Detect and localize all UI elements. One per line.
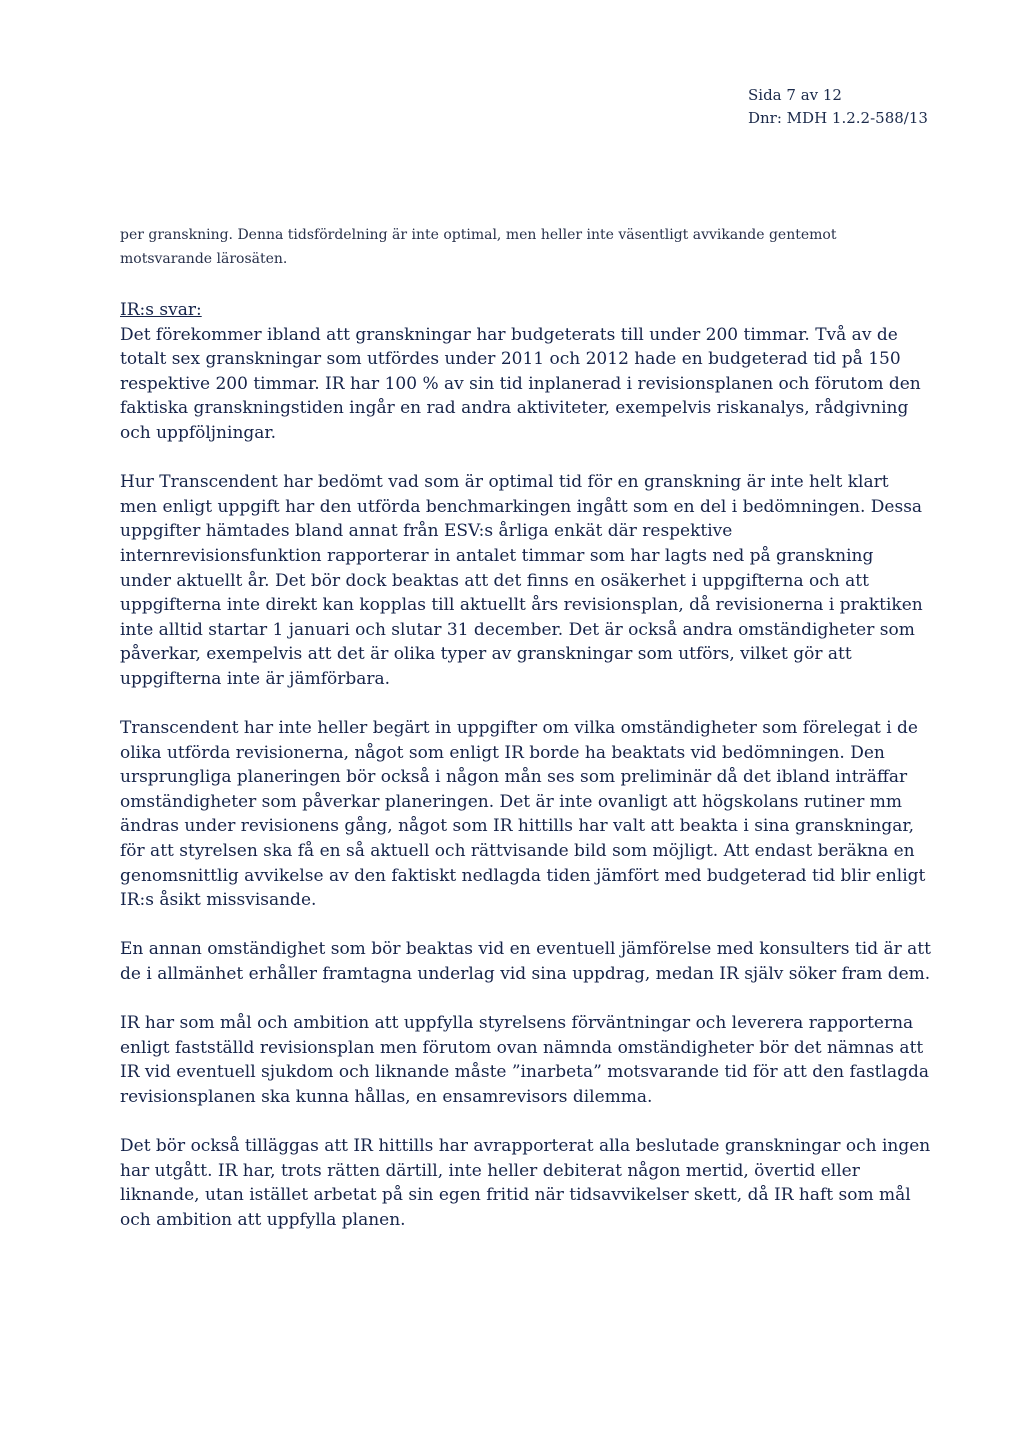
text-line: totalt sex granskningar som utfördes under 2011 och 2012 hade en budgeterad tid på 150 (120, 349, 901, 370)
text-line: ursprungliga planeringen bör också i någon mån ses som preliminär då det ibland inträffar (120, 767, 908, 788)
paragraph-1 (120, 298, 921, 446)
paragraph-3 (120, 716, 926, 913)
text-line: enligt fastställd revisionsplan men förutom ovan nämnda omständigheter bör det nämnas att (120, 1037, 924, 1058)
text-line: revisionsplanen ska kunna hållas, en ensamrevisors dilemma. (120, 1087, 653, 1107)
paragraph-2 (120, 470, 923, 691)
text-line: motsvarande lärosäten. (120, 251, 288, 267)
text-line: under aktuellt år. Det bör dock beaktas att det finns en osäkerhet i uppgifterna och att (120, 570, 869, 591)
text-line: och uppföljningar. (120, 422, 277, 443)
text-line: omständigheter som påverkar planeringen. Det är inte ovanligt att högskolans rutiner mm (120, 791, 903, 812)
text-line: uppgifterna inte är jämförbara. (120, 668, 391, 689)
text-line: ändras under revisionens gång, något som IR hittills har valt att beakta i sina granskningar, (120, 816, 915, 837)
text-line: Transcendent har inte heller begärt in uppgifter om vilka omständigheter som förelegat i de (120, 718, 918, 739)
text-line: påverkar, exempelvis att det är olika typer av granskningar som utförs, vilket gör att (120, 644, 852, 665)
text-line: Det förekommer ibland att granskningar har budgeterats till under 200 timmar. Två av de (120, 324, 898, 345)
text-line: En annan omständighet som bör beaktas vid en eventuell jämförelse med konsulters tid är att (120, 939, 931, 960)
text-line: har utgått. IR har, trots rätten därtill, inte heller debiterat någon mertid, övertid eller (120, 1160, 860, 1181)
text-line: IR:s åsikt missvisande. (120, 890, 317, 911)
text-line: Det bör också tilläggas att IR hittills har avrapporterat alla beslutade granskningar och ingen (120, 1136, 931, 1157)
text-line: respektive 200 timmar. IR har 100 % av sin tid inplanerad i revisionsplanen och förutom den (120, 373, 921, 394)
text-line: för att styrelsen ska få en så aktuell och rättvisande bild som möjligt. Att endast beräkna en (120, 841, 915, 862)
text-line: de i allmänhet erhåller framtagna underlag vid sina uppdrag, medan IR själv söker fram dem. (120, 964, 931, 985)
paragraph-5 (120, 1011, 929, 1109)
page-header (748, 84, 928, 130)
text-line: internrevisionsfunktion rapporterar in antalet timmar som har lagts ned på granskning (120, 545, 874, 566)
intro-paragraph (120, 223, 880, 271)
text-line: uppgifter hämtades bland annat från ESV:s årliga enkät där respektive (120, 521, 733, 542)
text-line: och ambition att uppfylla planen. (120, 1209, 406, 1230)
page-number: Sida 7 av 12 (748, 86, 842, 104)
text-line: men enligt uppgift har den utförda benchmarkingen ingått som en del i bedömningen. Dessa (120, 496, 923, 517)
text-line: uppgifterna inte direkt kan kopplas till aktuellt års revisionsplan, då revisionerna i praktiken (120, 595, 923, 616)
text-line: genomsnittlig avvikelse av den faktiskt nedlagda tiden jämfört med budgeterad tid blir enligt (120, 865, 926, 886)
text-line: liknande, utan istället arbetat på sin egen fritid när tidsavvikelser skett, då IR haft som mål (120, 1185, 911, 1206)
document-reference: Dnr: MDH 1.2.2-588/13 (748, 109, 928, 127)
text-line: inte alltid startar 1 januari och slutar 31 december. Det är också andra omständigheter som (120, 619, 915, 640)
text-line: per granskning. Denna tidsfördelning är inte optimal, men heller inte väsentligt avvikande gentemot (120, 227, 837, 243)
paragraph-4 (120, 937, 931, 986)
paragraph-6 (120, 1134, 931, 1232)
text-line: faktiska granskningstiden ingår en rad andra aktiviteter, exempelvis riskanalys, rådgivning (120, 398, 909, 419)
response-section (120, 298, 931, 1257)
text-line: IR har som mål och ambition att uppfylla styrelsens förväntningar och leverera rapporterna (120, 1013, 914, 1034)
text-line: olika utförda revisionerna, något som enligt IR borde ha beaktats vid bedömningen. Den (120, 742, 885, 763)
text-line: IR vid eventuell sjukdom och liknande måste ”inarbeta” motsvarande tid för att den fastlagda (120, 1062, 929, 1083)
section-heading: IR:s svar: (120, 300, 202, 320)
text-line: Hur Transcendent har bedömt vad som är optimal tid för en granskning är inte helt klart (120, 472, 889, 493)
